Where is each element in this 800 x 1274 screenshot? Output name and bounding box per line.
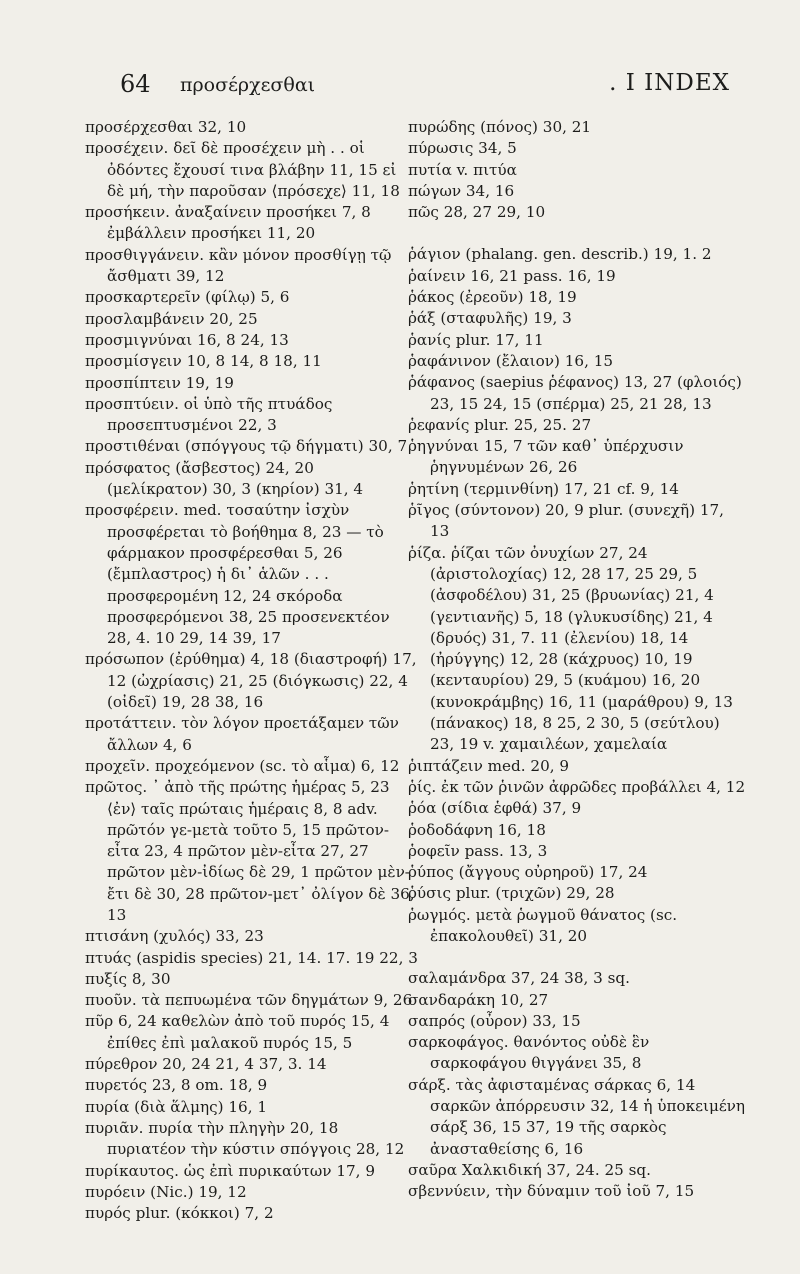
page-number: 64 xyxy=(120,70,151,98)
index-entry: πυρώδης (πόνος) 30, 21 xyxy=(408,118,592,136)
index-entry: ῥοφεῖν pass. 13, 3 xyxy=(408,841,548,860)
index-entry: σαλαμάνδρα 37, 24 38, 3 sq. xyxy=(408,969,630,988)
index-entry: ῥάκος (ἐρεοῦν) 18, 19 xyxy=(408,288,577,307)
index-entry: πρόσωπον (ἐρύθημα) 4, 18 (διαστροφή) 17, 12 (ὠχρίασις) 21, 25 (διόγκωσις) 22, 4 (οἰδεῖ) 19, 28 38, 16 xyxy=(85,650,417,712)
index-entry: προσθιγγάνειν. κἂν μόνον προσθίγῃ τῷ ἄσθματι 39, 12 xyxy=(85,245,392,286)
index-entry: προσμιγνύναι 16, 8 24, 13 xyxy=(85,330,289,349)
index-entry: πρόσφατος (ἄσβεστος) 24, 20 (μελίκρατον) 30, 3 (κηρίον) 31, 4 xyxy=(85,458,364,499)
index-entry: προσλαμβάνειν 20, 25 xyxy=(85,309,258,328)
index-column-right xyxy=(408,117,748,1203)
index-entry: ῥύσις plur. (τριχῶν) 29, 28 xyxy=(408,884,615,903)
index-entry: ῥητίνη (τερμινθίνη) 17, 21 cf. 9, 14 xyxy=(408,479,679,498)
index-entry: ῥωγμός. μετὰ ῥωγμοῦ θάνατος (sc. ἐπακολουθεῖ) 31, 20 xyxy=(408,905,678,945)
index-entry: ῥάγιον (phalang. gen. describ.) 19, 1. 2 xyxy=(408,245,712,264)
index-entry: ῥόα (σίδια ἑφθά) 37, 9 xyxy=(408,799,582,818)
index-entry: ῥαφάνινον (ἔλαιον) 16, 15 xyxy=(408,351,614,370)
index-entry: ῥανίς plur. 17, 11 xyxy=(408,330,544,349)
section-gap xyxy=(408,947,748,968)
index-entry: προσέρχεσθαι 32, 10 xyxy=(85,118,247,136)
index-entry: ῥιπτάζειν med. 20, 9 xyxy=(408,756,570,775)
index-entry: πτισάνη (χυλός) 33, 23 xyxy=(85,927,264,946)
index-entry: πυρός plur. (κόκκοι) 7, 2 xyxy=(85,1204,274,1223)
section-gap xyxy=(408,223,748,244)
index-entry: πυοῦν. τὰ πεπυωμένα τῶν δηγμάτων 9, 26 xyxy=(85,991,413,1010)
index-entry: ῥεφανίς plur. 25, 25. 27 xyxy=(408,415,592,434)
index-entry: ῥίζα. ῥίζαι τῶν ὀνυχίων 27, 24 (ἀριστολοχίας) 12, 28 17, 25 29, 5 (ἀσφοδέλου) 31, 25 (βρυωνίας) 21, 4 (γεντιανῆς) 5, 18 (γλυκυσίδης) 21, 4 (δρυός) 31, 7. 11 (ἐλενίου) 18, 14 (ἠρύγγης) 12, 28 (κάχρυος) 10, 19 (κενταυρίου) 29, 5 (κυάμου) 16, 20 (κυνοκράμβης) 16, 11 (μαράθρου) 9, 13 (πάνακος) 18, 8 25, 2 30, 5 (σεύτλου) 23, 19 v. χαμαιλέων, χαμελαία xyxy=(408,543,733,754)
index-entry: ῥίς. ἐκ τῶν ῥινῶν ἀφρῶδες προβάλλει 4, 12 xyxy=(408,777,746,796)
index-entry: πυρόειν (Nic.) 19, 12 xyxy=(85,1182,247,1201)
index-entry: ῥοδοδάφνη 16, 18 xyxy=(408,820,546,839)
index-entry: προσέχειν. δεῖ δὲ προσέχειν μὴ . . οἱ ὀδόντες ἔχουσί τινα βλάβην 11, 15 εἰ δὲ μή, τὴν παροῦσαν ⟨πρόσεχε⟩ 11, 18 xyxy=(85,139,400,200)
index-entry: σβεννύειν, τὴν δύναμιν τοῦ ἰοῦ 7, 15 xyxy=(408,1182,695,1201)
index-entry: σαπρός (οὖρον) 33, 15 xyxy=(408,1011,581,1030)
index-entry: πυρίκαυτος. ὡς ἐπὶ πυρικαύτων 17, 9 xyxy=(85,1161,375,1180)
index-entry: σανδαράκη 10, 27 xyxy=(408,990,549,1009)
index-entry: πύρωσις 34, 5 xyxy=(408,139,517,158)
index-entry: ῥηγνύναι 15, 7 τῶν καθ᾽ ὑπέρχυσιν ῥηγνυμένων 26, 26 xyxy=(408,437,684,477)
index-column-left xyxy=(85,117,418,1224)
index-entry: πρῶτος. ᾽ ἀπὸ τῆς πρώτης ἡμέρας 5, 23 ⟨ἐν⟩ ταῖς πρώταις ἡμέραις 8, 8 adv. πρῶτόν γε-μετὰ τοῦτο 5, 15 πρῶτον-εἶτα 23, 4 πρῶτον μὲν-εἶτα 27, 27 πρῶτον μὲν-ἰδίως δὲ 29, 1 πρῶτον μὲν-ἔτι δὲ 30, 28 πρῶτον-μετ᾽ ὀλίγον δὲ 36, 13 xyxy=(85,778,415,924)
index-entry: προσπτύειν. οἱ ὑπὸ τῆς πτυάδος προσεπτυσμένοι 22, 3 xyxy=(85,394,333,435)
index-entry: πυρετός 23, 8 om. 18, 9 xyxy=(85,1076,268,1095)
running-head: προσέρχεσθαι xyxy=(180,74,316,96)
index-entry: πυτία v. πιτύα xyxy=(408,160,517,179)
index-entry: σάρξ. τὰς ἀφισταμένας σάρκας 6, 14 σαρκῶν ἀπόρρευσιν 32, 14 ἡ ὑποκειμένη σάρξ 36, 15 37, 19 τῆς σαρκὸς ἀνασταθείσης 6, 16 xyxy=(408,1075,746,1158)
index-entry: πυξίς 8, 30 xyxy=(85,969,171,988)
index-entry: ῥάξ (σταφυλῆς) 19, 3 xyxy=(408,309,572,328)
index-entry: προσμίσγειν 10, 8 14, 8 18, 11 xyxy=(85,352,322,371)
index-entry: προσήκειν. ἀναξαίνειν προσήκει 7, 8 ἐμβάλλειν προσήκει 11, 20 xyxy=(85,203,371,243)
index-entry: σαρκοφάγος. θανόντος οὐδὲ ἓν σαρκοφάγου θιγγάνει 35, 8 xyxy=(408,1033,650,1073)
index-entry: πῦρ 6, 24 καθελὼν ἀπὸ τοῦ πυρός 15, 4 ἐπίθες ἐπὶ μαλακοῦ πυρός 15, 5 xyxy=(85,1012,390,1052)
index-entry: πτυάς (aspidis species) 21, 14. 17. 19 22, 3 xyxy=(85,948,418,967)
index-entry: προχεῖν. προχεόμενον (sc. τὸ αἷμα) 6, 12 xyxy=(85,756,400,775)
index-entry: προστιθέναι (σπόγγους τῷ δήγματι) 30, 7 xyxy=(85,437,408,456)
page-header xyxy=(0,70,800,102)
index-entry: πῶς 28, 27 29, 10 xyxy=(408,203,546,222)
index-entry: ῥῖγος (σύντονον) 20, 9 plur. (συνεχῆ) 17, 13 xyxy=(408,501,725,541)
index-entry: προσπίπτειν 19, 19 xyxy=(85,373,234,392)
index-entry: πύρεθρον 20, 24 21, 4 37, 3. 14 xyxy=(85,1055,327,1074)
index-entry: πώγων 34, 16 xyxy=(408,181,515,200)
section-title: . I INDEX xyxy=(609,70,730,96)
index-entry: ῥάφανος (saepius ῥέφανος) 13, 27 (φλοιός) 23, 15 24, 15 (σπέρμα) 25, 21 28, 13 xyxy=(408,373,742,413)
index-entry: προσκαρτερεῖν (φίλῳ) 5, 6 xyxy=(85,288,290,307)
index-entry: ῥαίνειν 16, 21 pass. 16, 19 xyxy=(408,266,616,285)
index-entry: σαῦρα Χαλκιδική 37, 24. 25 sq. xyxy=(408,1160,651,1179)
index-entry: πυριᾶν. πυρία τὴν πληγὴν 20, 18 πυριατέον τὴν κύστιν σπόγγοις 28, 12 xyxy=(85,1118,405,1159)
index-entry: προσφέρειν. med. τοσαύτην ἰσχὺν προσφέρεται τὸ βοήθημα 8, 23 — τὸ φάρμακον προσφέρεσθαι 5, 26 (ἔμπλαστρος) ἡ δι᾽ ἁλῶν . . . προσφερομένη 12, 24 σκόροδα προσφερόμενοι 38, 25 προσενεκτέον 28, 4. 10 29, 14 39, 17 xyxy=(85,501,390,648)
index-entry: πυρία (διὰ ἅλμης) 16, 1 xyxy=(85,1097,268,1116)
index-entry: προτάττειν. τὸν λόγον προετάξαμεν τῶν ἄλλων 4, 6 xyxy=(85,714,399,754)
index-entry: ῥύπος (ἄγγους οὐρηροῦ) 17, 24 xyxy=(408,863,648,882)
